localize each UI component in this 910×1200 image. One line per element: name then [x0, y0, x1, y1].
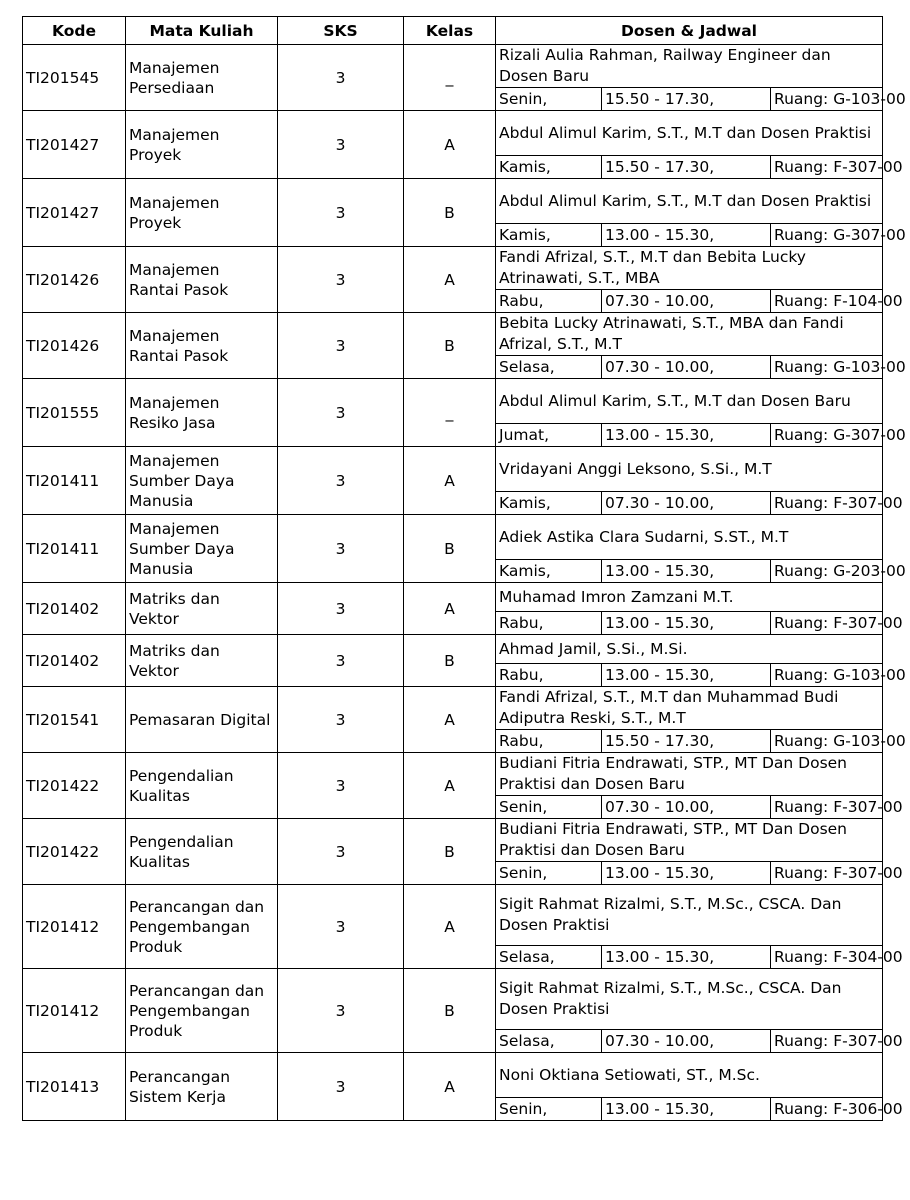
course-code: TI201426 — [23, 313, 126, 379]
course-credits: 3 — [278, 379, 404, 447]
schedule-time: 15.50 - 17.30, — [602, 730, 771, 753]
course-code: TI201411 — [23, 447, 126, 515]
course-code: TI201426 — [23, 247, 126, 313]
course-class: A — [404, 1053, 496, 1121]
course-name: Manajemen Rantai Pasok — [126, 313, 278, 379]
schedule-room: Ruang: F-307-00 — [771, 1030, 883, 1053]
table-row — [23, 379, 883, 424]
table-row — [23, 515, 883, 560]
course-class: B — [404, 515, 496, 583]
lecturer-cell: Budiani Fitria Endrawati, STP., MT Dan Dosen Praktisi dan Dosen Baru — [496, 753, 883, 796]
course-class: A — [404, 753, 496, 819]
course-name: Perancangan Sistem Kerja — [126, 1053, 278, 1121]
schedule-day: Senin, — [496, 796, 602, 819]
course-class: B — [404, 635, 496, 687]
schedule-room: Ruang: F-304-00 — [771, 946, 883, 969]
course-code: TI201412 — [23, 969, 126, 1053]
course-credits: 3 — [278, 447, 404, 515]
schedule-time: 15.50 - 17.30, — [602, 88, 771, 111]
course-credits: 3 — [278, 313, 404, 379]
table-row — [23, 885, 883, 946]
table-row — [23, 583, 883, 612]
table-row — [23, 447, 883, 492]
schedule-time: 13.00 - 15.30, — [602, 612, 771, 635]
schedule-room: Ruang: F-307-00 — [771, 156, 883, 179]
schedule-day: Rabu, — [496, 730, 602, 753]
schedule-room: Ruang: F-104-00 — [771, 290, 883, 313]
schedule-room: Ruang: G-203-00 — [771, 560, 883, 583]
schedule-day: Selasa, — [496, 1030, 602, 1053]
course-name: Perancangan dan Pengembangan Produk — [126, 969, 278, 1053]
course-name: Manajemen Sumber Daya Manusia — [126, 447, 278, 515]
course-credits: 3 — [278, 1053, 404, 1121]
course-credits: 3 — [278, 969, 404, 1053]
course-class: A — [404, 583, 496, 635]
table-row — [23, 247, 883, 290]
course-name: Manajemen Resiko Jasa — [126, 379, 278, 447]
schedule-room: Ruang: G-103-00 — [771, 730, 883, 753]
course-credits: 3 — [278, 635, 404, 687]
course-code: TI201412 — [23, 885, 126, 969]
table-row — [23, 179, 883, 224]
schedule-table — [22, 16, 906, 1121]
course-class: B — [404, 313, 496, 379]
lecturer-cell: Ahmad Jamil, S.Si., M.Si. — [496, 635, 883, 664]
lecturer-cell: Bebita Lucky Atrinawati, S.T., MBA dan Fandi Afrizal, S.T., M.T — [496, 313, 883, 356]
course-name: Pemasaran Digital — [126, 687, 278, 753]
schedule-day: Selasa, — [496, 356, 602, 379]
course-credits: 3 — [278, 687, 404, 753]
schedule-day: Senin, — [496, 862, 602, 885]
course-credits: 3 — [278, 753, 404, 819]
schedule-time: 13.00 - 15.30, — [602, 946, 771, 969]
lecturer-cell: Abdul Alimul Karim, S.T., M.T dan Dosen Baru — [496, 379, 883, 424]
course-name: Matriks dan Vektor — [126, 583, 278, 635]
course-class: _ — [404, 379, 496, 447]
schedule-day: Jumat, — [496, 424, 602, 447]
course-code: TI201545 — [23, 45, 126, 111]
course-class: A — [404, 447, 496, 515]
course-class: A — [404, 247, 496, 313]
course-class: A — [404, 687, 496, 753]
schedule-time: 07.30 - 10.00, — [602, 1030, 771, 1053]
schedule-room: Ruang: G-103-00 — [771, 356, 883, 379]
schedule-room: Ruang: F-306-00 — [771, 1098, 883, 1121]
schedule-time: 13.00 - 15.30, — [602, 1098, 771, 1121]
course-class: B — [404, 819, 496, 885]
course-code: TI201411 — [23, 515, 126, 583]
table-row — [23, 969, 883, 1030]
schedule-day: Kamis, — [496, 492, 602, 515]
course-name: Manajemen Proyek — [126, 111, 278, 179]
course-code: TI201541 — [23, 687, 126, 753]
course-name: Manajemen Proyek — [126, 179, 278, 247]
schedule-time: 15.50 - 17.30, — [602, 156, 771, 179]
course-class: A — [404, 885, 496, 969]
course-code: TI201413 — [23, 1053, 126, 1121]
lecturer-cell: Abdul Alimul Karim, S.T., M.T dan Dosen Praktisi — [496, 111, 883, 156]
table-row — [23, 687, 883, 730]
lecturer-cell: Fandi Afrizal, S.T., M.T dan Muhammad Budi Adiputra Reski, S.T., M.T — [496, 687, 883, 730]
schedule-day: Kamis, — [496, 560, 602, 583]
course-code: TI201402 — [23, 583, 126, 635]
schedule-time: 13.00 - 15.30, — [602, 424, 771, 447]
course-credits: 3 — [278, 515, 404, 583]
course-name: Matriks dan Vektor — [126, 635, 278, 687]
schedule-time: 07.30 - 10.00, — [602, 492, 771, 515]
table-row — [23, 111, 883, 156]
course-code: TI201402 — [23, 635, 126, 687]
course-code: TI201555 — [23, 379, 126, 447]
course-credits: 3 — [278, 179, 404, 247]
lecturer-cell: Sigit Rahmat Rizalmi, S.T., M.Sc., CSCA. Dan Dosen Praktisi — [496, 969, 883, 1030]
course-name: Pengendalian Kualitas — [126, 819, 278, 885]
lecturer-cell: Noni Oktiana Setiowati, ST., M.Sc. — [496, 1053, 883, 1098]
course-name: Manajemen Persediaan — [126, 45, 278, 111]
schedule-time: 13.00 - 15.30, — [602, 224, 771, 247]
course-credits: 3 — [278, 885, 404, 969]
schedule-room: Ruang: F-307-00 — [771, 796, 883, 819]
schedule-day: Kamis, — [496, 156, 602, 179]
schedule-room: Ruang: G-307-00 — [771, 424, 883, 447]
course-credits: 3 — [278, 583, 404, 635]
header-dosen-jadwal: Dosen & Jadwal — [496, 17, 883, 45]
table-row — [23, 753, 883, 796]
lecturer-cell: Sigit Rahmat Rizalmi, S.T., M.Sc., CSCA. Dan Dosen Praktisi — [496, 885, 883, 946]
schedule-day: Rabu, — [496, 612, 602, 635]
schedule-day: Senin, — [496, 1098, 602, 1121]
course-name: Manajemen Rantai Pasok — [126, 247, 278, 313]
course-code: TI201422 — [23, 753, 126, 819]
table-row — [23, 313, 883, 356]
course-credits: 3 — [278, 111, 404, 179]
lecturer-cell: Budiani Fitria Endrawati, STP., MT Dan Dosen Praktisi dan Dosen Baru — [496, 819, 883, 862]
lecturer-cell: Muhamad Imron Zamzani M.T. — [496, 583, 883, 612]
schedule-time: 07.30 - 10.00, — [602, 290, 771, 313]
lecturer-cell: Adiek Astika Clara Sudarni, S.ST., M.T — [496, 515, 883, 560]
table-row — [23, 45, 883, 88]
course-credits: 3 — [278, 45, 404, 111]
table-row — [23, 1053, 883, 1098]
header-kelas: Kelas — [404, 17, 496, 45]
course-credits: 3 — [278, 819, 404, 885]
schedule-time: 13.00 - 15.30, — [602, 664, 771, 687]
course-name: Perancangan dan Pengembangan Produk — [126, 885, 278, 969]
header-mata-kuliah: Mata Kuliah — [126, 17, 278, 45]
header-kode: Kode — [23, 17, 126, 45]
lecturer-cell: Vridayani Anggi Leksono, S.Si., M.T — [496, 447, 883, 492]
table-row — [23, 635, 883, 664]
course-class: _ — [404, 45, 496, 111]
course-credits: 3 — [278, 247, 404, 313]
schedule-room: Ruang: G-307-00 — [771, 224, 883, 247]
course-code: TI201427 — [23, 111, 126, 179]
course-class: B — [404, 179, 496, 247]
header-sks: SKS — [278, 17, 404, 45]
schedule-day: Kamis, — [496, 224, 602, 247]
course-code: TI201422 — [23, 819, 126, 885]
lecturer-cell: Fandi Afrizal, S.T., M.T dan Bebita Lucky Atrinawati, S.T., MBA — [496, 247, 883, 290]
lecturer-cell: Abdul Alimul Karim, S.T., M.T dan Dosen Praktisi — [496, 179, 883, 224]
course-code: TI201427 — [23, 179, 126, 247]
table-row — [23, 819, 883, 862]
course-name: Manajemen Sumber Daya Manusia — [126, 515, 278, 583]
schedule-room: Ruang: F-307-00 — [771, 862, 883, 885]
course-class: A — [404, 111, 496, 179]
schedule-time: 07.30 - 10.00, — [602, 356, 771, 379]
schedule-day: Rabu, — [496, 664, 602, 687]
course-class: B — [404, 969, 496, 1053]
schedule-day: Rabu, — [496, 290, 602, 313]
schedule-time: 07.30 - 10.00, — [602, 796, 771, 819]
schedule-room: Ruang: G-103-00 — [771, 664, 883, 687]
schedule-body — [23, 45, 906, 1121]
schedule-day: Selasa, — [496, 946, 602, 969]
schedule-room: Ruang: F-307-00 — [771, 492, 883, 515]
schedule-time: 13.00 - 15.30, — [602, 862, 771, 885]
lecturer-cell: Rizali Aulia Rahman, Railway Engineer dan Dosen Baru — [496, 45, 883, 88]
schedule-time: 13.00 - 15.30, — [602, 560, 771, 583]
header-row — [23, 17, 883, 45]
course-name: Pengendalian Kualitas — [126, 753, 278, 819]
schedule-room: Ruang: G-103-00 — [771, 88, 883, 111]
schedule-room: Ruang: F-307-00 — [771, 612, 883, 635]
schedule-day: Senin, — [496, 88, 602, 111]
